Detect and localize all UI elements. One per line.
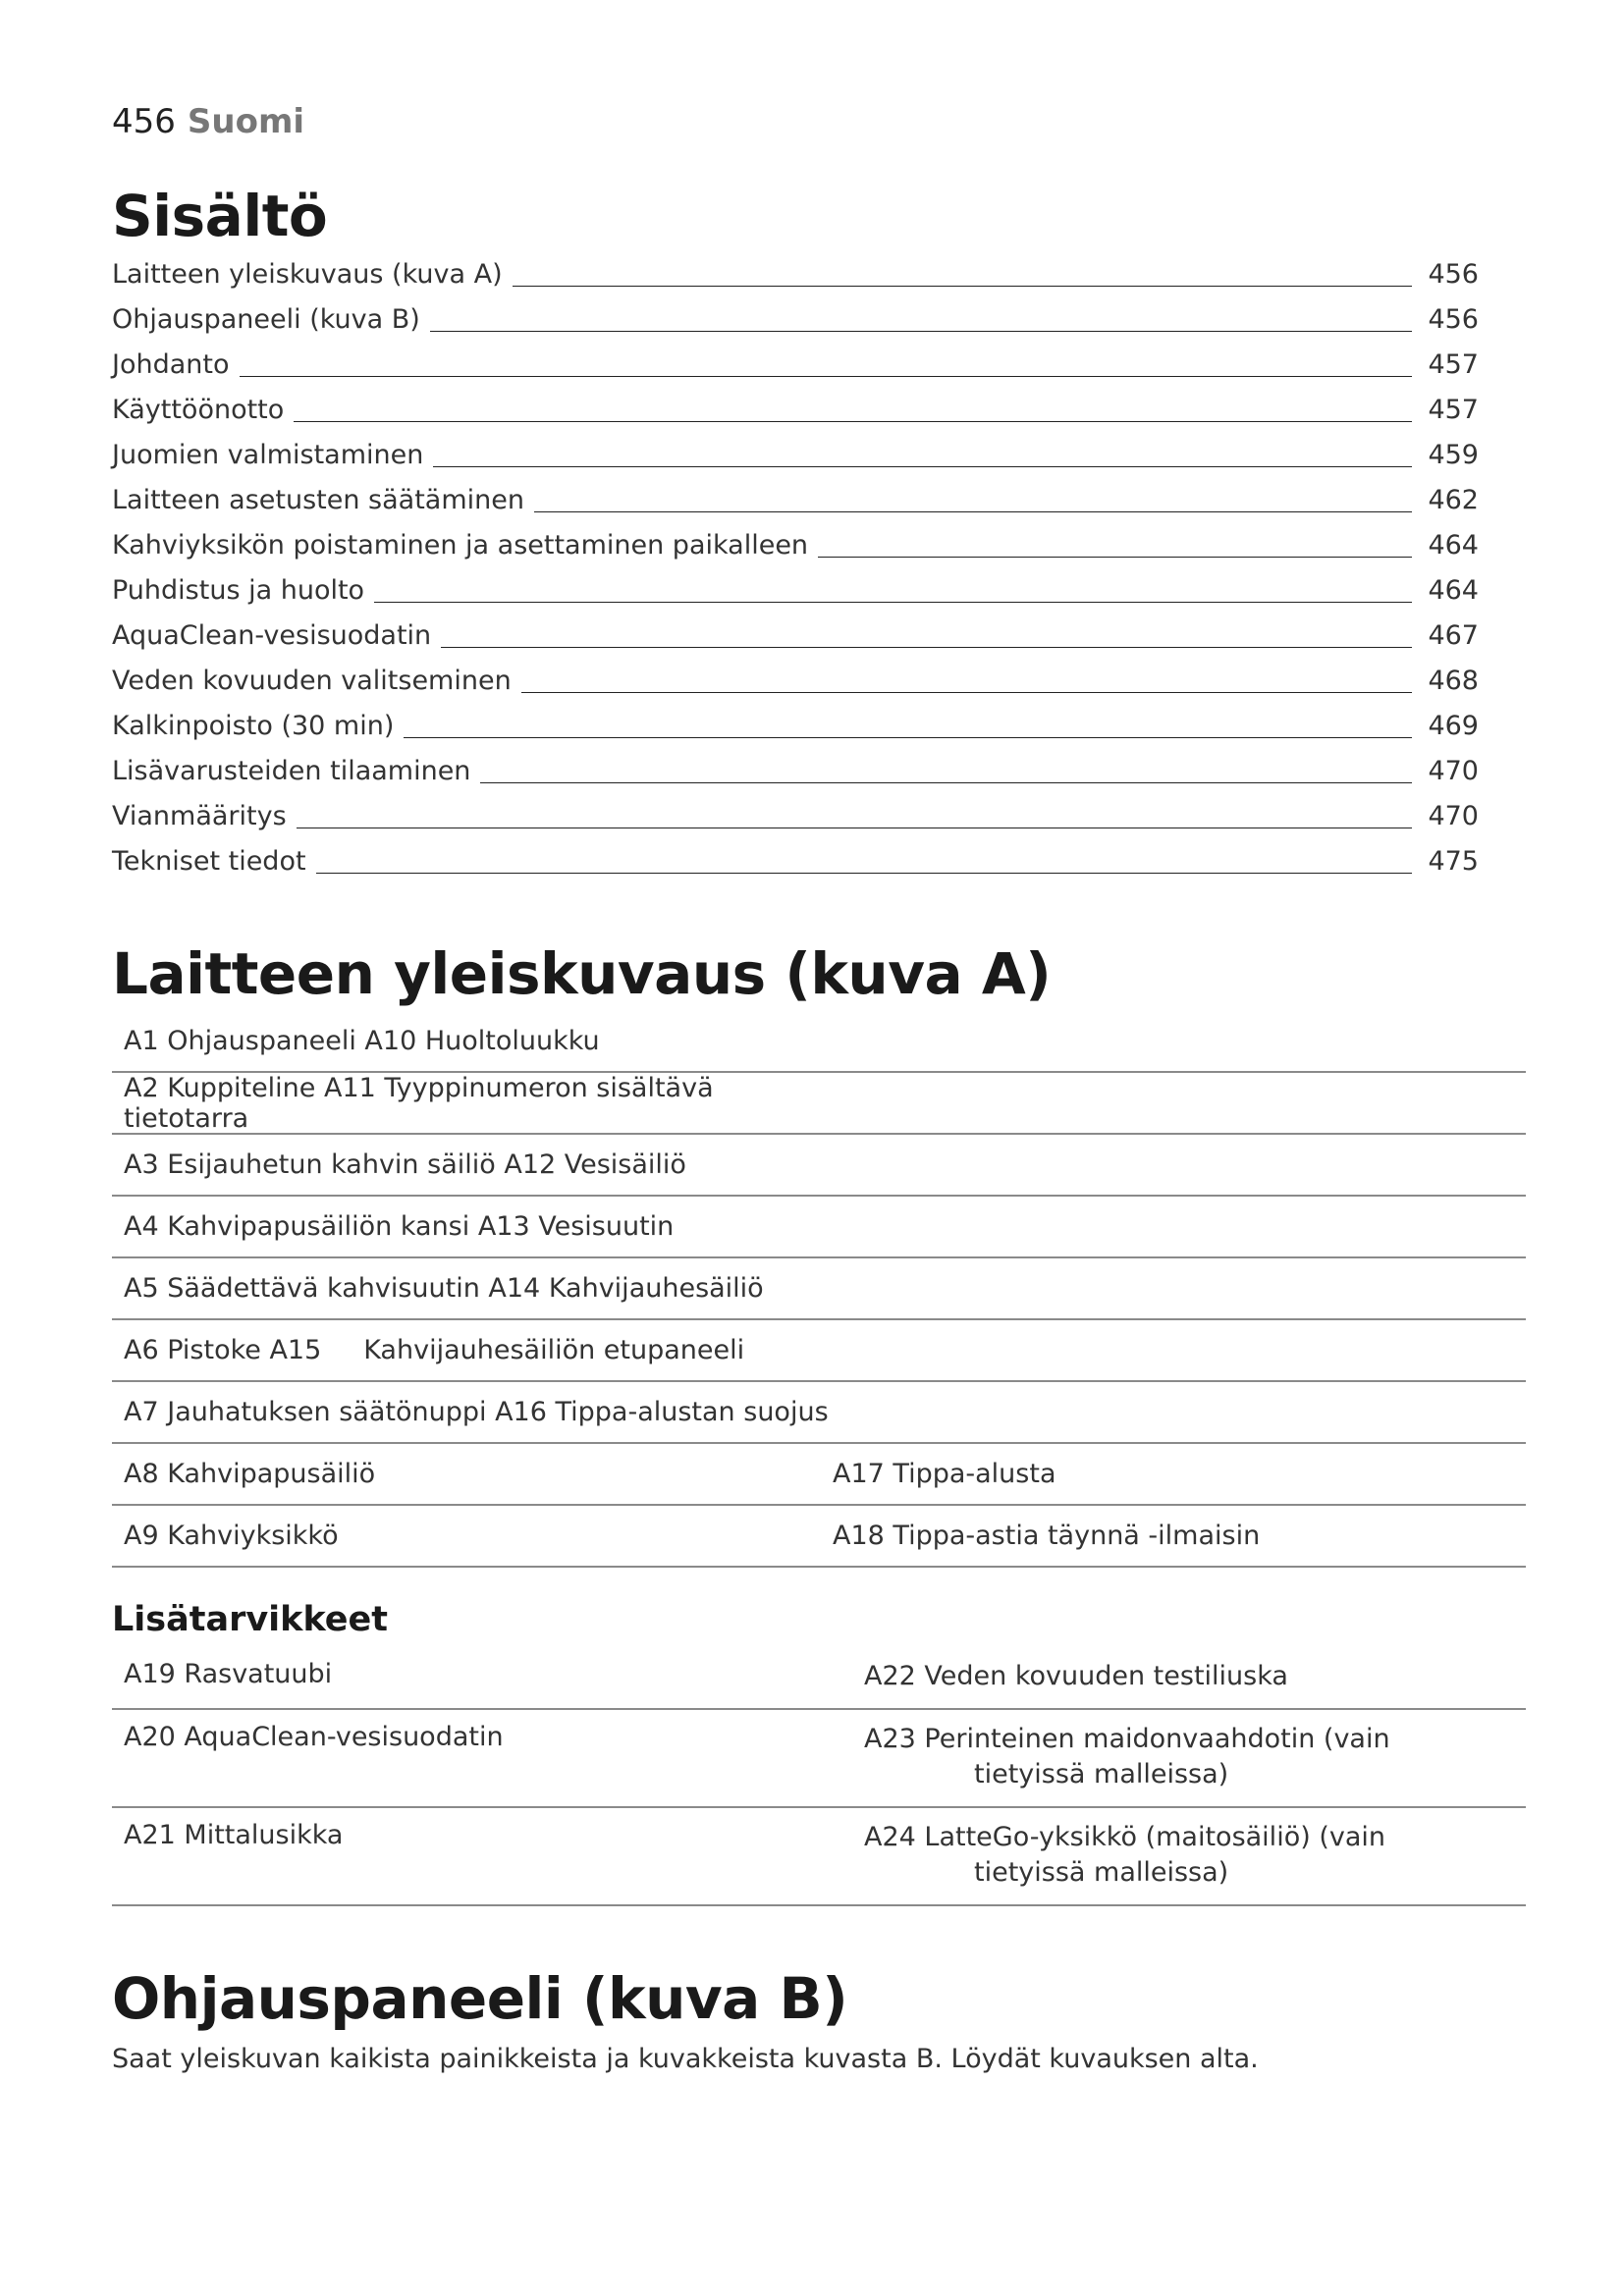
toc-entry[interactable]	[112, 342, 1479, 387]
toc-leader	[441, 647, 1412, 648]
toc-entry[interactable]	[112, 567, 1479, 613]
section-title-control-panel: Ohjauspaneeli (kuva B)	[112, 1965, 848, 2032]
table-row	[112, 1444, 1526, 1506]
toc-entry[interactable]	[112, 432, 1479, 477]
parts-table	[112, 1011, 1526, 1568]
table-row	[112, 1197, 1526, 1258]
toc-leader	[294, 421, 1412, 422]
accessory-line: tietyissä malleissa)	[974, 1857, 1229, 1888]
toc-entry-page: 462	[1428, 484, 1479, 515]
accessory-line: tietyissä malleissa)	[974, 1759, 1229, 1789]
accessory-line: A24 LatteGo-yksikkö (maitosäiliö) (vain	[864, 1822, 1385, 1852]
toc-entry[interactable]	[112, 793, 1479, 838]
table-row	[112, 1258, 1526, 1320]
toc-entry-page: 468	[1428, 665, 1479, 696]
toc-entry[interactable]	[112, 838, 1479, 883]
toc-entry[interactable]	[112, 387, 1479, 432]
toc-leader	[818, 557, 1412, 558]
toc-leader	[404, 737, 1412, 738]
accessory-cell: A20 AquaClean-vesisuodatin	[124, 1722, 504, 1752]
part-cell: A6 Pistoke A15 Kahvijauhesäiliön etupaneeli	[124, 1335, 745, 1365]
toc-entry-page: 464	[1428, 529, 1479, 561]
accessory-cell: A19 Rasvatuubi	[124, 1659, 333, 1689]
toc-entry-page: 469	[1428, 710, 1479, 741]
accessories-heading: Lisätarvikkeet	[112, 1600, 388, 1639]
toc-entry[interactable]	[112, 613, 1479, 658]
toc-entry-page: 457	[1428, 394, 1479, 425]
toc-entry-title: Laitteen asetusten säätäminen	[112, 484, 524, 515]
toc-leader	[480, 782, 1412, 783]
accessory-line: A22 Veden kovuuden testiliuska	[864, 1661, 1288, 1691]
accessory-cell: A21 Mittalusikka	[124, 1820, 344, 1850]
table-of-contents	[112, 251, 1479, 883]
toc-entry-title: Puhdistus ja huolto	[112, 574, 365, 606]
toc-leader	[430, 331, 1412, 332]
section-intro-text: Saat yleiskuvan kaikista painikkeista ja kuvakkeista kuvasta B. Löydät kuvauksen alta.	[112, 2044, 1259, 2074]
toc-entry-title: Juomien valmistaminen	[112, 439, 424, 470]
part-cell: A4 Kahvipapusäiliön kansi A13 Vesisuutin	[124, 1211, 675, 1242]
toc-entry-page: 475	[1428, 845, 1479, 877]
table-row	[112, 1011, 1526, 1073]
table-row	[112, 1135, 1526, 1197]
toc-leader	[534, 511, 1412, 512]
part-cell: A2 Kuppiteline A11 Tyyppinumeron sisältävä tietotarra	[124, 1072, 714, 1134]
language-label: Suomi	[187, 102, 305, 141]
accessory-line: A23 Perinteinen maidonvaahdotin (vain	[864, 1724, 1390, 1754]
toc-entry-title: Vianmääritys	[112, 800, 287, 831]
toc-entry[interactable]	[112, 296, 1479, 342]
toc-entry-title: Lisävarusteiden tilaaminen	[112, 755, 471, 786]
toc-entry[interactable]	[112, 703, 1479, 748]
toc-title: Sisältö	[112, 183, 328, 249]
toc-entry-page: 456	[1428, 258, 1479, 290]
toc-entry-page: 456	[1428, 303, 1479, 335]
toc-entry-title: Tekniset tiedot	[112, 845, 306, 877]
toc-entry-title: Ohjauspaneeli (kuva B)	[112, 303, 420, 335]
toc-entry-title: Kahviyksikön poistaminen ja asettaminen paikalleen	[112, 529, 809, 561]
toc-entry[interactable]	[112, 522, 1479, 567]
toc-entry-page: 459	[1428, 439, 1479, 470]
accessory-cell	[864, 1820, 1414, 1891]
table-row	[112, 1647, 1526, 1710]
section-title-overview: Laitteen yleiskuvaus (kuva A)	[112, 940, 1052, 1007]
toc-entry-title: Veden kovuuden valitseminen	[112, 665, 512, 696]
part-cell: A9 Kahviyksikkö	[124, 1521, 339, 1551]
toc-entry-page: 464	[1428, 574, 1479, 606]
toc-entry-page: 457	[1428, 348, 1479, 380]
toc-entry-page: 467	[1428, 619, 1479, 651]
toc-leader	[374, 602, 1412, 603]
part-cell: A5 Säädettävä kahvisuutin A14 Kahvijauhesäiliö	[124, 1273, 764, 1304]
toc-entry[interactable]	[112, 251, 1479, 296]
page-header	[112, 102, 304, 141]
table-row	[112, 1808, 1526, 1906]
toc-leader	[240, 376, 1413, 377]
page-number: 456	[112, 102, 176, 141]
toc-entry[interactable]	[112, 748, 1479, 793]
toc-entry[interactable]	[112, 477, 1479, 522]
toc-entry-title: Laitteen yleiskuvaus (kuva A)	[112, 258, 503, 290]
table-row	[112, 1382, 1526, 1444]
toc-leader	[316, 873, 1412, 874]
table-row	[112, 1506, 1526, 1568]
part-cell: A1 Ohjauspaneeli A10 Huoltoluukku	[124, 1026, 600, 1056]
toc-entry-title: Käyttöönotto	[112, 394, 285, 425]
toc-entry-title: Johdanto	[112, 348, 230, 380]
toc-leader	[513, 286, 1412, 287]
toc-entry-page: 470	[1428, 755, 1479, 786]
toc-entry[interactable]	[112, 658, 1479, 703]
part-cell: A3 Esijauhetun kahvin säiliö A12 Vesisäiliö	[124, 1149, 686, 1180]
table-row	[112, 1710, 1526, 1808]
toc-entry-title: Kalkinpoisto (30 min)	[112, 710, 395, 741]
accessories-table	[112, 1647, 1526, 1906]
table-row	[112, 1073, 1526, 1135]
table-row	[112, 1320, 1526, 1382]
accessory-cell	[864, 1722, 1414, 1792]
accessory-cell	[864, 1659, 1414, 1694]
toc-entry-page: 470	[1428, 800, 1479, 831]
toc-leader	[433, 466, 1412, 467]
toc-leader	[521, 692, 1412, 693]
part-cell: A7 Jauhatuksen säätönuppi A16 Tippa-alustan suojus	[124, 1397, 829, 1427]
part-cell: A18 Tippa-astia täynnä -ilmaisin	[833, 1521, 1261, 1551]
part-cell: A8 Kahvipapusäiliö	[124, 1459, 376, 1489]
part-cell: A17 Tippa-alusta	[833, 1459, 1056, 1489]
toc-entry-title: AquaClean-vesisuodatin	[112, 619, 432, 651]
